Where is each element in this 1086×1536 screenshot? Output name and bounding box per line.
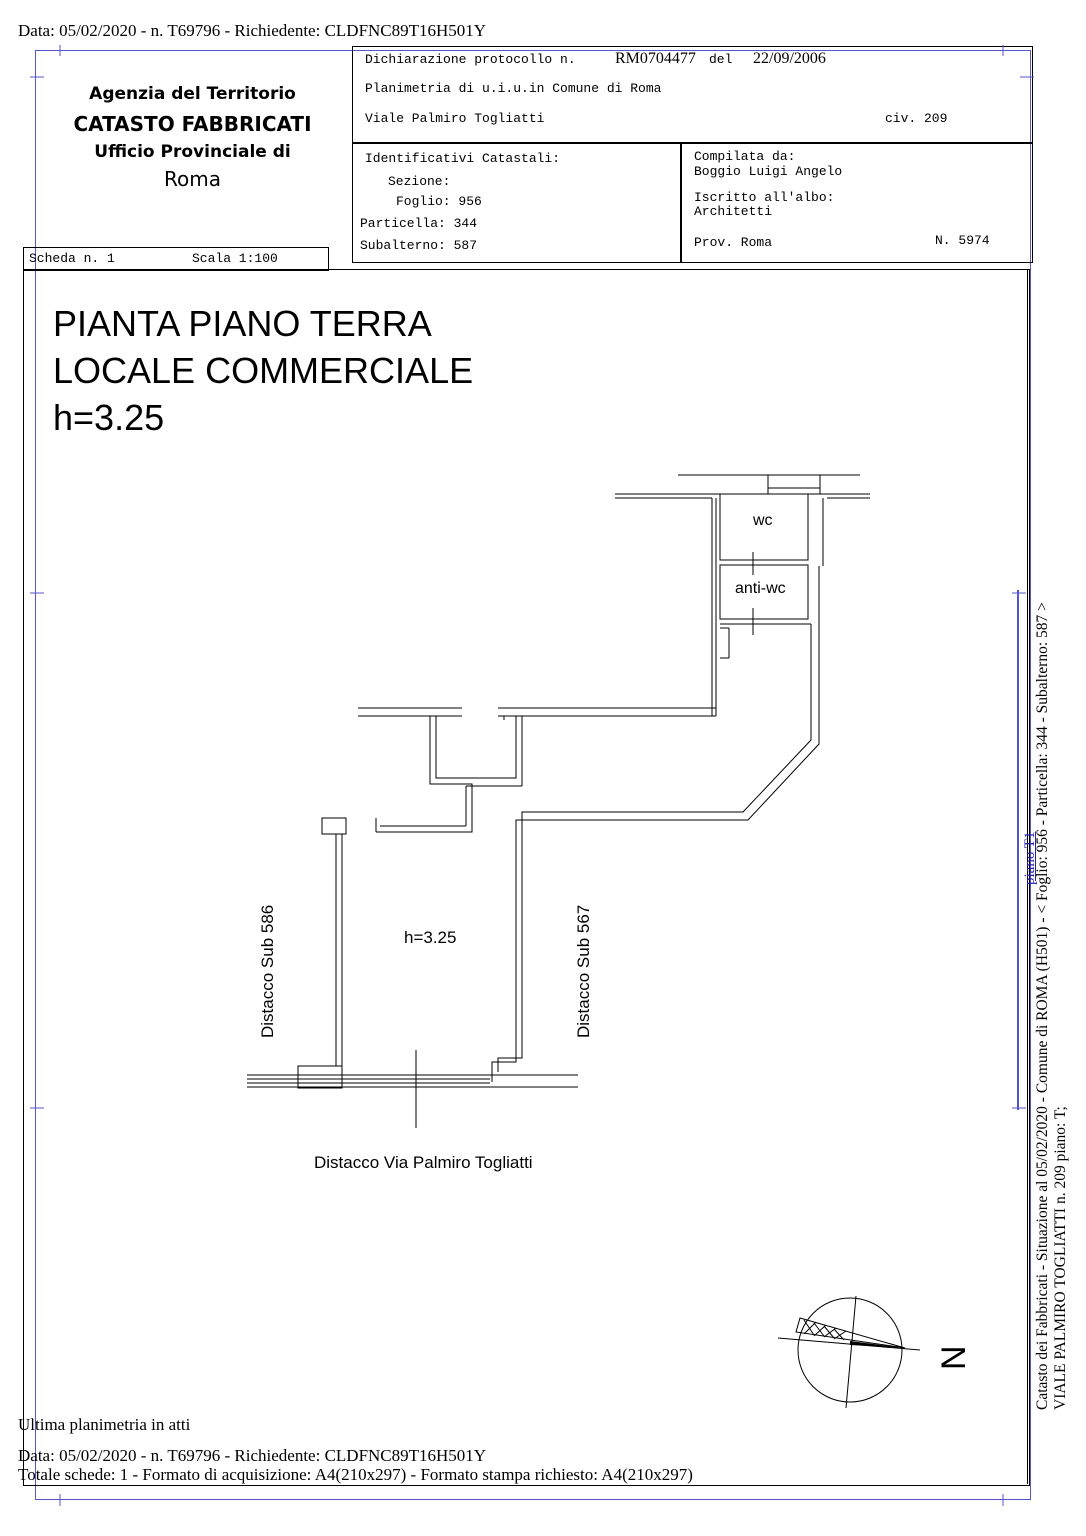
footer-request-line: Data: 05/02/2020 - n. T69796 - Richiedente: CLDFNC89T16H501Y — [18, 1446, 487, 1465]
scheda-number: Scheda n. 1 — [29, 251, 115, 266]
north-label: N — [935, 1345, 973, 1370]
side-caption-address: VIALE PALMIRO TOGLIATTI n. 209 piano: T; — [1052, 1106, 1069, 1410]
plan-title-height: h=3.25 — [53, 397, 165, 438]
street-name: Viale Palmiro Togliatti — [365, 111, 545, 126]
office-city: Roma — [164, 167, 221, 191]
declaration-del: del — [709, 52, 733, 67]
catasto-title: CATASTO FABBRICATI — [73, 112, 312, 136]
albo-title: Iscritto all'albo: — [694, 190, 835, 205]
declaration-prefix: Dichiarazione protocollo n. — [365, 52, 576, 67]
office-label: Ufficio Provinciale di — [94, 142, 291, 162]
plan-title-floor: PIANTA PIANO TERRA — [53, 303, 432, 344]
floor-note: piano T1 — [1022, 831, 1038, 885]
room-antiwc-label: anti-wc — [735, 580, 786, 597]
subalterno-value: Subalterno: 587 — [360, 238, 478, 253]
room-height-label: h=3.25 — [404, 928, 457, 947]
compiler-title: Compilata da: — [694, 149, 796, 164]
footer-last-plan: Ultima planimetria in atti — [18, 1415, 191, 1434]
compiler-name: Boggio Luigi Angelo — [694, 164, 843, 179]
civic-number: civ. 209 — [885, 111, 948, 126]
declaration-date: 22/09/2006 — [753, 50, 826, 67]
foglio-value: Foglio: 956 — [396, 194, 482, 209]
plan-municipality: Planimetria di u.i.u.in Comune di Roma — [365, 81, 662, 96]
sezione-label: Sezione: — [388, 174, 451, 189]
distacco-street-label: Distacco Via Palmiro Togliatti — [314, 1153, 533, 1172]
province: Prov. Roma — [694, 235, 773, 250]
particella-value: Particella: 344 — [360, 216, 478, 231]
plan-title-use: LOCALE COMMERCIALE — [53, 350, 474, 391]
albo-value: Architetti — [694, 204, 773, 219]
registration-number: N. 5974 — [935, 233, 990, 248]
side-caption-situation: Catasto dei Fabbricati - Situazione al 05/02/2020 - Comune di ROMA (H501) - < Foglio: 956 - Particella: 344 - Subalterno: 587 > — [1034, 602, 1051, 1410]
top-request-line: Data: 05/02/2020 - n. T69796 - Richiedente: CLDFNC89T16H501Y — [18, 21, 487, 40]
scheda-scale: Scala 1:100 — [192, 251, 278, 266]
distacco-sub-567: Distacco Sub 567 — [574, 904, 593, 1038]
declaration-number: RM0704477 — [615, 50, 696, 67]
agency-name: Agenzia del Territorio — [89, 84, 296, 104]
footer-format-line: Totale schede: 1 - Formato di acquisizione: A4(210x297) - Formato stampa richiesto: A4(210x297) — [18, 1465, 693, 1484]
room-wc-label: wc — [753, 512, 773, 529]
distacco-sub-586: Distacco Sub 586 — [258, 904, 277, 1038]
identifiers-title: Identificativi Catastali: — [365, 151, 561, 166]
